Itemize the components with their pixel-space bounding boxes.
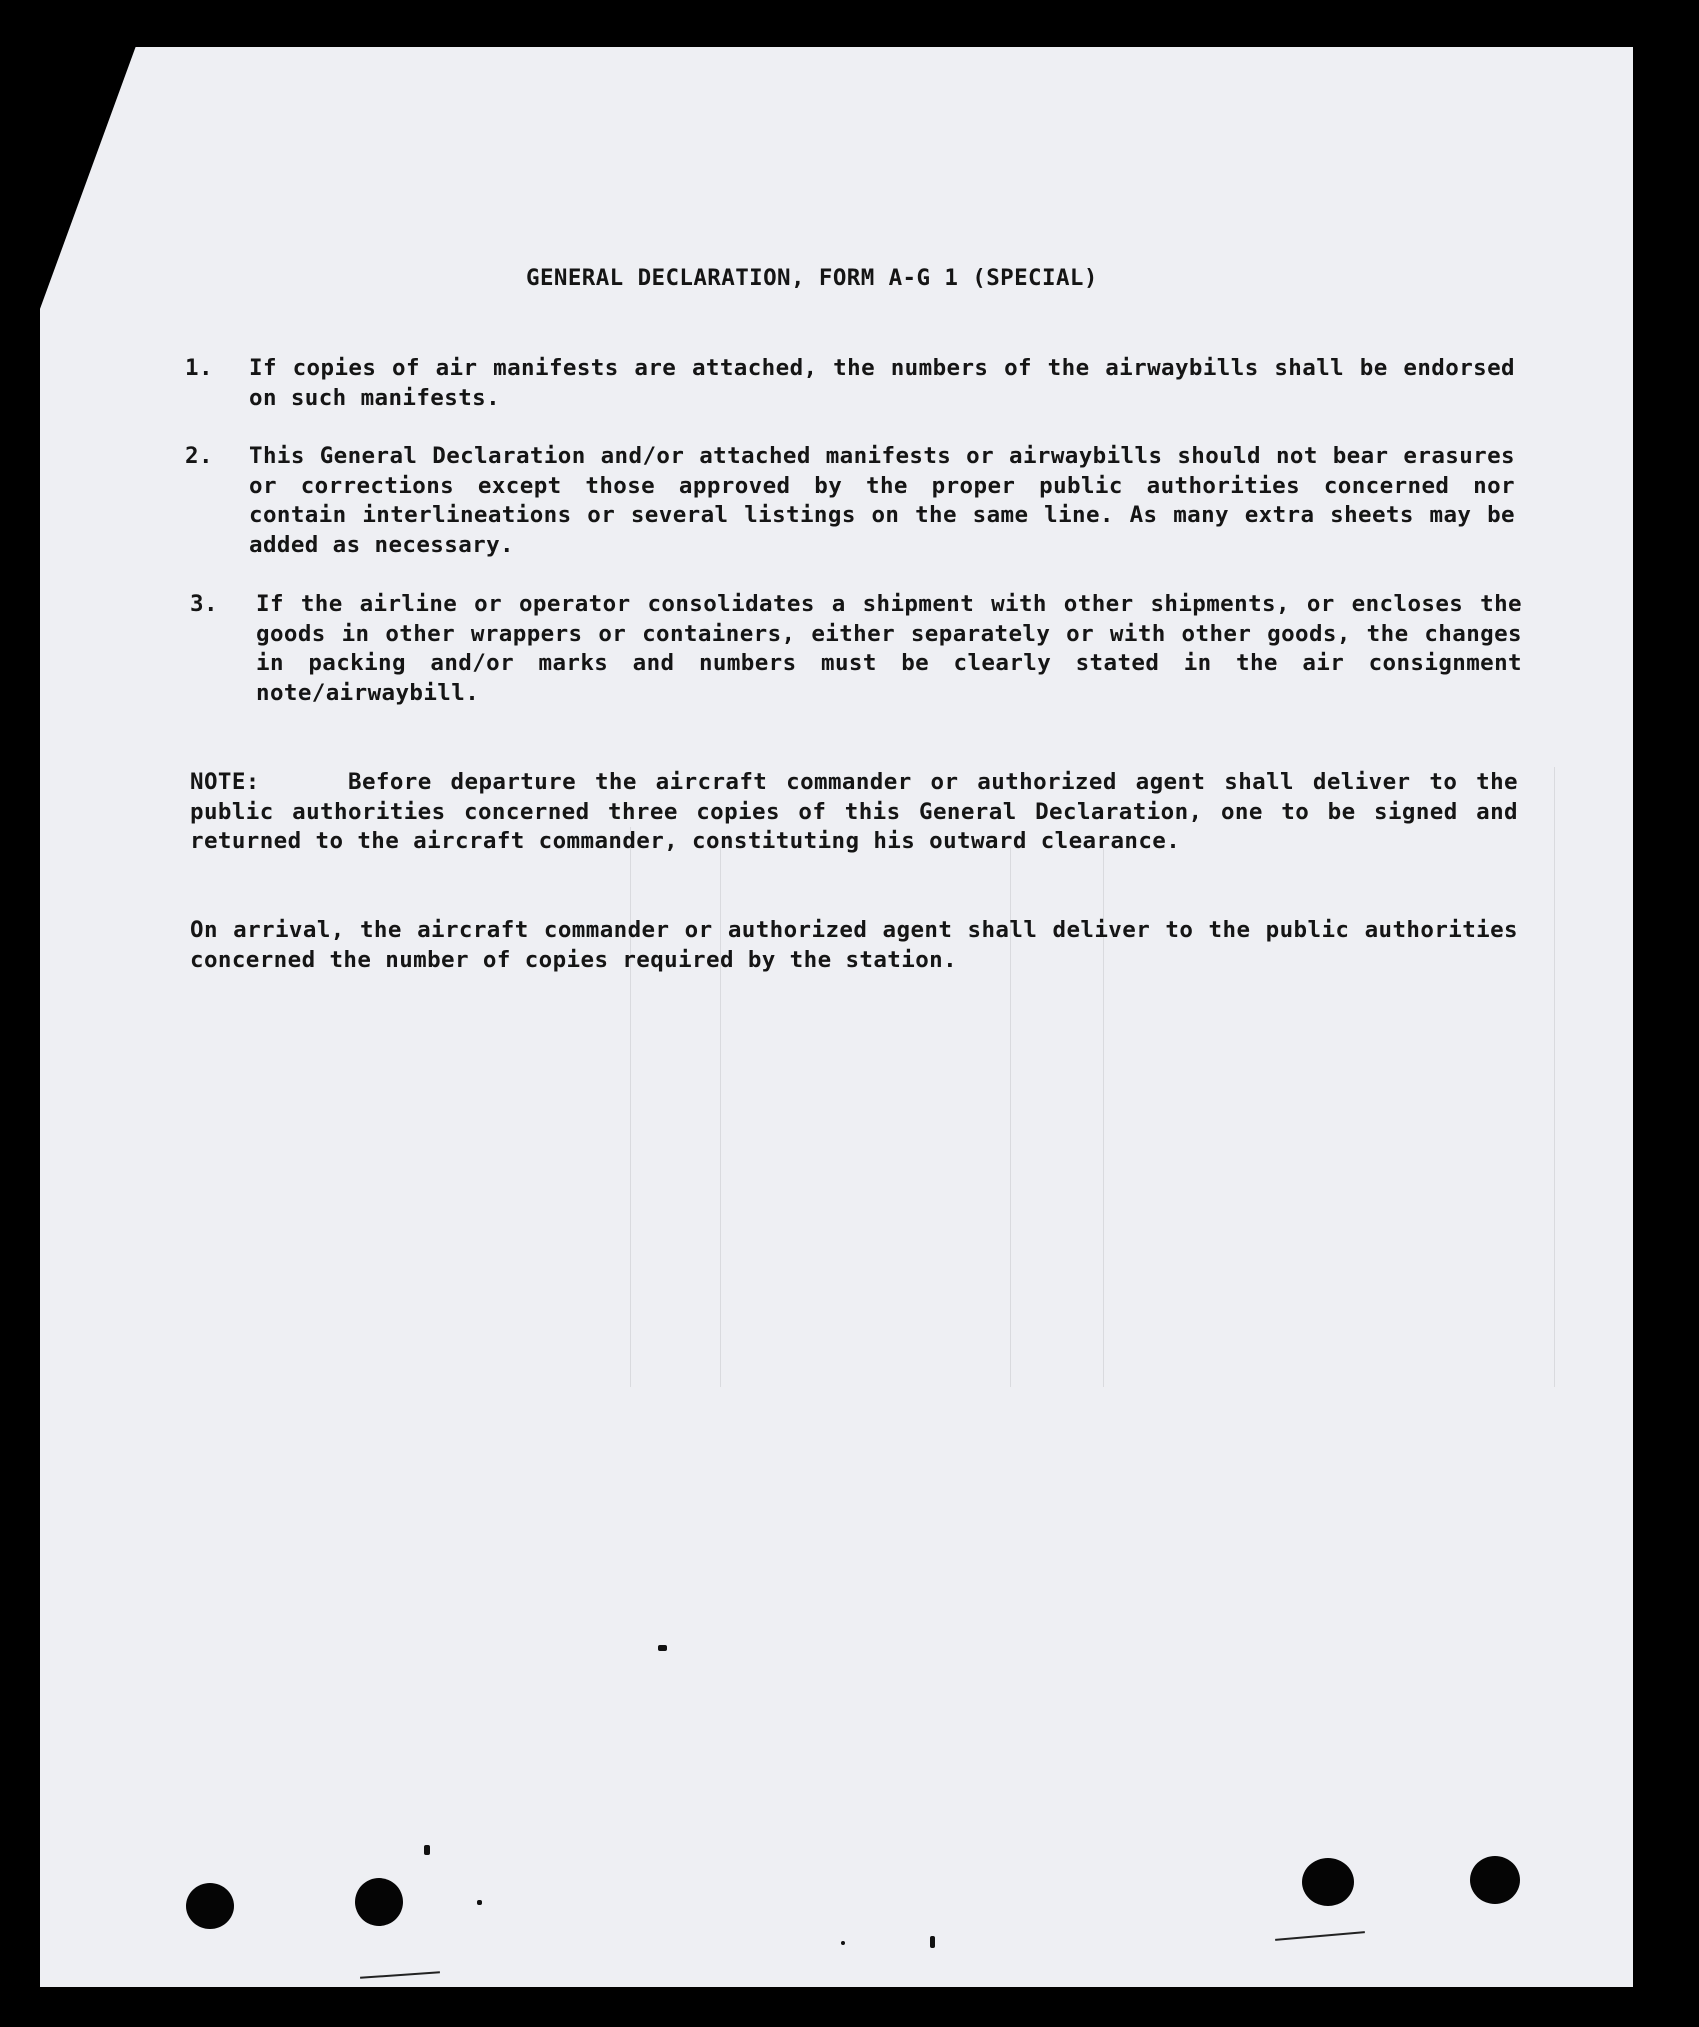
note-label: NOTE: [190, 769, 260, 795]
punch-hole [1470, 1856, 1520, 1904]
item-text: If the airline or operator consolidates a shipment with other shipments, or encloses the goods in other wrappers or containers, either separately or with other goods, the changes in packing and/or marks and numbers must be clearly stated in the air consignment note/airwaybill. [256, 591, 1522, 706]
item-number: 2. [185, 443, 213, 469]
ink-speck [841, 1941, 845, 1945]
item-number: 1. [185, 355, 213, 381]
ink-speck [477, 1900, 482, 1905]
punch-hole [186, 1883, 234, 1929]
ink-speck [658, 1645, 667, 1651]
note-text: Before departure the aircraft commander or authorized agent shall deliver to the public authorities concerned three copies of this General Declaration, one to be signed and returned to the aircraft commander, constituting his outward clearance. [190, 769, 1518, 854]
arrival-paragraph: On arrival, the aircraft commander or authorized agent shall deliver to the public authorities concerned the number of copies required by the station. [190, 917, 1518, 973]
item-text: This General Declaration and/or attached manifests or airwaybills should not bear erasures or corrections except those approved by the proper public authorities concerned nor contain interlineations or several listings on the same line. As many extra sheets may be added as necessary. [249, 443, 1515, 558]
ink-speck [930, 1936, 935, 1948]
document-sheet [40, 47, 1633, 1987]
show-through-line [630, 827, 631, 1387]
punch-hole [1302, 1858, 1354, 1906]
note-paragraph [190, 768, 1518, 857]
show-through-line [1554, 767, 1555, 1387]
item-number: 3. [190, 591, 218, 617]
ink-speck [424, 1845, 430, 1855]
punch-hole [355, 1878, 403, 1926]
item-text: If copies of air manifests are attached, the numbers of the airwaybills shall be endorsed on such manifests. [249, 355, 1515, 411]
document-title: GENERAL DECLARATION, FORM A-G 1 (SPECIAL) [526, 265, 1098, 291]
